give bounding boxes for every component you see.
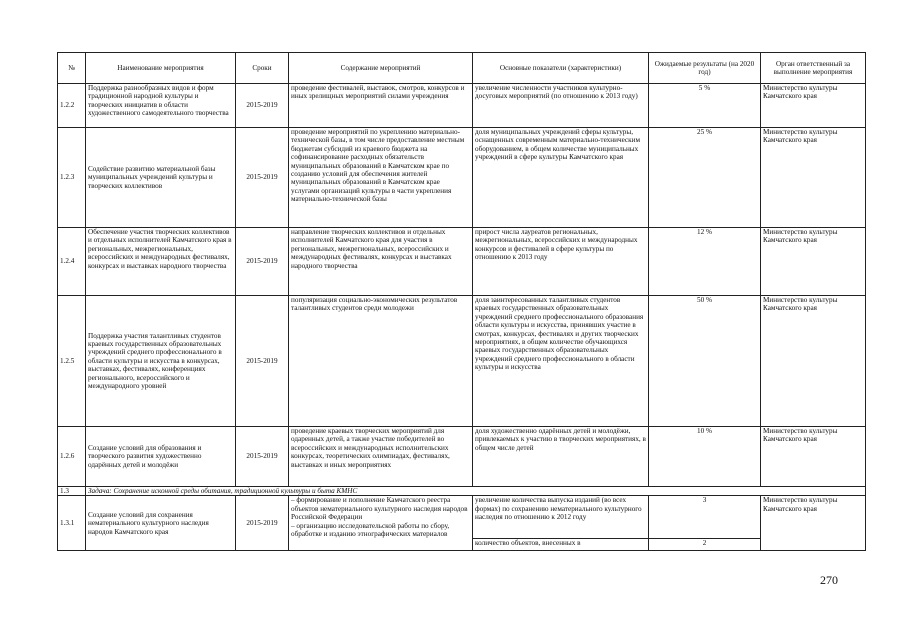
- row-result: 3: [649, 496, 761, 539]
- measures-table: [57, 52, 866, 551]
- row-name: Создание условий для образования и творческого развития художественно одарённых детей и молодёжи: [86, 427, 236, 487]
- header-content: Содержание мероприятий: [289, 53, 473, 84]
- row-indicators: доля художественно одарённых детей и молодёжи, привлекаемых к участию в творческих мероприятиях, в общем числе детей: [473, 427, 649, 487]
- row-content: направление творческих коллективов и отдельных исполнителей Камчатского края для участия в региональных, межрегиональных, всероссийских и международных фестивалях, конкурсах и выставках народного творчества: [289, 228, 473, 296]
- row-indicators: прирост числа лауреатов региональных, межрегиональных, всероссийских и международных конкурсов и фестивалей в сфере культуры по отношению к 2013 году: [473, 228, 649, 296]
- row-result: 10 %: [649, 427, 761, 487]
- header-result: Ожидаемые результаты (на 2020 год): [649, 53, 761, 84]
- row-org: Министерство культуры Камчатского края: [761, 427, 866, 487]
- row-term: 2015-2019: [236, 296, 289, 427]
- table-row: [58, 496, 866, 539]
- row-indicators: доля муниципальных учреждений сферы культуры, оснащенных современным материально-техническим оборудованием, в общем количестве муниципальных учреждений в сфере культуры Камчатского края: [473, 128, 649, 228]
- table-row: [58, 128, 866, 228]
- row-indicators: увеличение количества выпуска изданий (во всех формах) по сохранению нематериального культурного наследия по отношению к 2012 году: [473, 496, 649, 539]
- table-row: [58, 427, 866, 487]
- row-name: Поддержка участия талантливых студентов краевых государственных образовательных учреждений среднего профессионального в области культуры и искусства в конкурсах, выставках, фестивалях, конференциях регионального, всероссийского и международного уровней: [86, 296, 236, 427]
- row-content: проведение краевых творческих мероприятий для одаренных детей, а также участие победителей во всероссийских и международных исполнительских конкурсах, теоретических олимпиадах, фестивалях, выставках и иных мероприятиях: [289, 427, 473, 487]
- row-result: 5 %: [649, 84, 761, 128]
- table-row: [58, 84, 866, 128]
- row-term: 2015-2019: [236, 84, 289, 128]
- row-num: 1.2.4: [58, 228, 86, 296]
- row-result: 50 %: [649, 296, 761, 427]
- table-row: [58, 296, 866, 427]
- row-content: популяризация социально-экономических результатов талантливых студентов среди молодежи: [289, 296, 473, 427]
- row-indicators: количество объектов, внесенных в: [473, 539, 649, 551]
- task-row: [58, 487, 866, 496]
- row-content: проведение фестивалей, выставок, смотров, конкурсов и иных зрелищных мероприятий силами учреждения: [289, 84, 473, 128]
- task-num: 1.3: [58, 487, 86, 496]
- header-name: Наименование мероприятия: [86, 53, 236, 84]
- row-org: Министерство культуры Камчатского края: [761, 84, 866, 128]
- row-num: 1.2.6: [58, 427, 86, 487]
- row-term: 2015-2019: [236, 427, 289, 487]
- row-content: проведение мероприятий по укреплению материально-технической базы, в том числе предоставление местным бюджетам субсидий из краевого бюджета на софинансирование расходных обязательств муниципальных образований в Камчатском крае по созданию условий для обеспечения жителей муниципальных образований в Камчатском крае услугами организаций культуры в части укрепления материально-технической базы: [289, 128, 473, 228]
- row-term: 2015-2019: [236, 496, 289, 551]
- row-name: Содействие развитию материальной базы муниципальных учреждений культуры и творческих коллективов: [86, 128, 236, 228]
- row-term: 2015-2019: [236, 128, 289, 228]
- header-term: Сроки: [236, 53, 289, 84]
- row-content: – формирование и пополнение Камчатского реестра объектов нематериального культурного наследия народов Российской Федерации – организацию исследовательской работы по сбору, обработке и изданию этнографических материалов: [289, 496, 473, 551]
- row-indicators: доля заинтересованных талантливых студентов краевых государственных образовательных учреждений среднего профессионального образования области культуры и искусства, принявших участие в смотрах, конкурсах, фестивалях и других творческих мероприятиях, в общем количестве обучающихся краевых государственных образовательных учреждений среднего профессионального в области культуры и искусства: [473, 296, 649, 427]
- row-name: Создание условий для сохранения нематериального культурного наследия народов Камчатского края: [86, 496, 236, 551]
- header-indicators: Основные показатели (характеристики): [473, 53, 649, 84]
- header-num: №: [58, 53, 86, 84]
- table-header-row: [58, 53, 866, 84]
- row-num: 1.2.3: [58, 128, 86, 228]
- row-result: 25 %: [649, 128, 761, 228]
- row-num: 1.3.1: [58, 496, 86, 551]
- row-name: Обеспечение участия творческих коллективов и отдельных исполнителей Камчатского края в региональных, межрегиональных, всероссийских и международных фестивалях, конкурсах и выставках народного творчества: [86, 228, 236, 296]
- header-org: Орган ответственный за выполнение мероприятия: [761, 53, 866, 84]
- row-org: Министерство культуры Камчатского края: [761, 228, 866, 296]
- row-term: 2015-2019: [236, 228, 289, 296]
- row-org: Министерство культуры Камчатского края: [761, 296, 866, 427]
- task-text: Задача: Сохранение исконной среды обитания, традиционной культуры и быта КМНС: [86, 487, 866, 496]
- page-number: 270: [820, 573, 838, 587]
- row-org: Министерство культуры Камчатского края: [761, 496, 866, 551]
- row-result: 2: [649, 539, 761, 551]
- row-org: Министерство культуры Камчатского края: [761, 128, 866, 228]
- row-num: 1.2.2: [58, 84, 86, 128]
- row-num: 1.2.5: [58, 296, 86, 427]
- row-name: Поддержка разнообразных видов и форм традиционной народной культуры и творческих инициатив в области художественного самодеятельного творчества: [86, 84, 236, 128]
- row-result: 12 %: [649, 228, 761, 296]
- row-indicators: увеличение численности участников культурно-досуговых мероприятий (по отношению к 2013 году): [473, 84, 649, 128]
- table-row: [58, 228, 866, 296]
